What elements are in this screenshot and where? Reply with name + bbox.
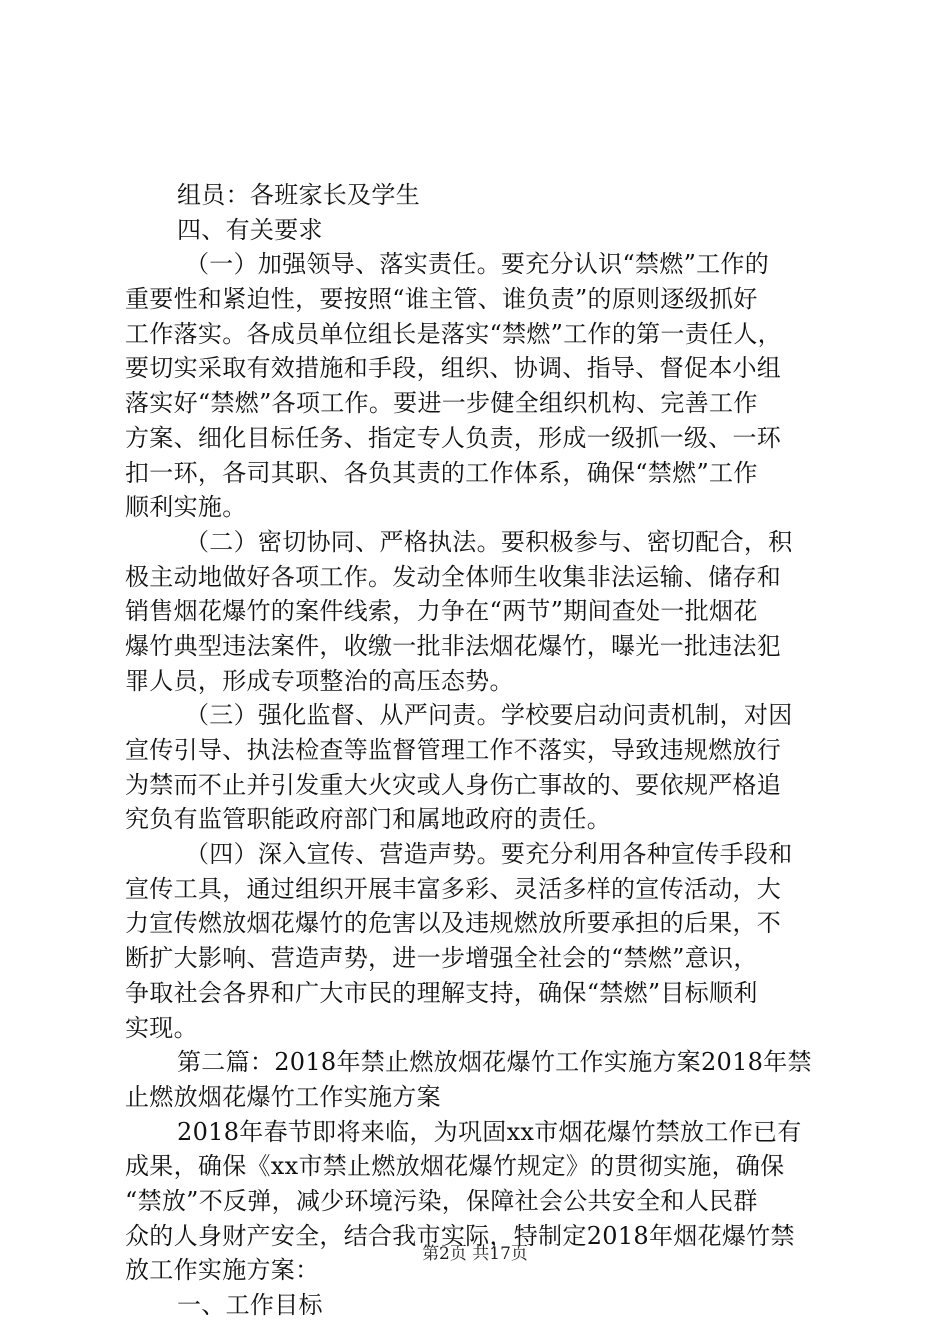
text-line: （三）强化监督、从严问责。学校要启动问责机制，对因	[185, 701, 793, 730]
document-body	[125, 178, 835, 1323]
text-line: 扣一环，各司其职、各负其责的工作体系，确保“禁燃”工作	[125, 458, 758, 487]
text-line: 落实好“禁燃”各项工作。要进一步健全组织机构、完善工作	[125, 389, 758, 418]
text-line: 力宣传燃放烟花爆竹的危害以及违规燃放所要承担的后果，不	[125, 909, 782, 938]
text-line: 众的人身财产安全，结合我市实际，特制定2018年烟花爆竹禁	[125, 1221, 795, 1250]
text-line: 宣传引导、执法检查等监督管理工作不落实，导致违规燃放行	[125, 736, 782, 764]
section-heading-work-goals: 一、工作目标	[177, 1291, 323, 1319]
page-number-footer: 第2页 共17页	[422, 1244, 528, 1264]
text-line: 成果，确保《xx市禁止燃放烟花爆竹规定》的贯彻实施，确保	[125, 1152, 785, 1181]
text-line-group-members: 组员：各班家长及学生	[177, 181, 420, 209]
text-line: 方案、细化目标任务、指定专人负责，形成一级抓一级、一环	[125, 423, 782, 452]
chapter-title-line: 第二篇：2018年禁止燃放烟花爆竹工作实施方案2018年禁	[177, 1048, 812, 1077]
text-line: 顺利实施。	[125, 493, 247, 522]
text-line: 放工作实施方案：	[125, 1256, 320, 1285]
text-line: （一）加强领导、落实责任。要充分认识“禁燃”工作的	[185, 250, 770, 279]
text-line: 工作落实。各成员单位组长是落实“禁燃”工作的第一责任人，	[125, 319, 782, 348]
chapter-title-line: 止燃放烟花爆竹工作实施方案	[125, 1082, 441, 1111]
text-line: 宣传工具，通过组织开展丰富多彩、灵活多样的宣传活动，大	[125, 874, 782, 903]
text-line: 销售烟花爆竹的案件线索，力争在“两节”期间查处一批烟花	[125, 597, 758, 626]
section-heading-requirements: 四、有关要求	[177, 215, 323, 244]
text-line: （四）深入宣传、营造声势。要充分利用各种宣传手段和	[185, 840, 793, 869]
text-line: 爆竹典型违法案件，收缴一批非法烟花爆竹，曝光一批违法犯	[125, 631, 782, 660]
text-line: （二）密切协同、严格执法。要积极参与、密切配合，积	[185, 527, 793, 556]
text-line: 重要性和紧迫性，要按照“谁主管、谁负责”的原则逐级抓好	[125, 285, 758, 314]
text-line: 罪人员，形成专项整治的高压态势。	[125, 666, 514, 695]
text-line: 为禁而不止并引发重大火灾或人身伤亡事故的、要依规严格追	[125, 770, 782, 799]
text-line: 极主动地做好各项工作。发动全体师生收集非法运输、储存和	[125, 562, 782, 591]
text-line: 2018年春节即将来临，为巩固xx市烟花爆竹禁放工作已有	[177, 1117, 802, 1146]
text-line: 争取社会各界和广大市民的理解支持，确保“禁燃”目标顺利	[125, 978, 758, 1007]
text-line: 究负有监管职能政府部门和属地政府的责任。	[125, 805, 611, 834]
text-line: 断扩大影响、营造声势，进一步增强全社会的“禁燃”意识，	[125, 944, 758, 973]
text-line: “禁放”不反弹，减少环境污染，保障社会公共安全和人民群	[125, 1186, 758, 1215]
text-line: 实现。	[125, 1013, 198, 1042]
text-line: 要切实采取有效措施和手段，组织、协调、指导、督促本小组	[125, 354, 782, 383]
